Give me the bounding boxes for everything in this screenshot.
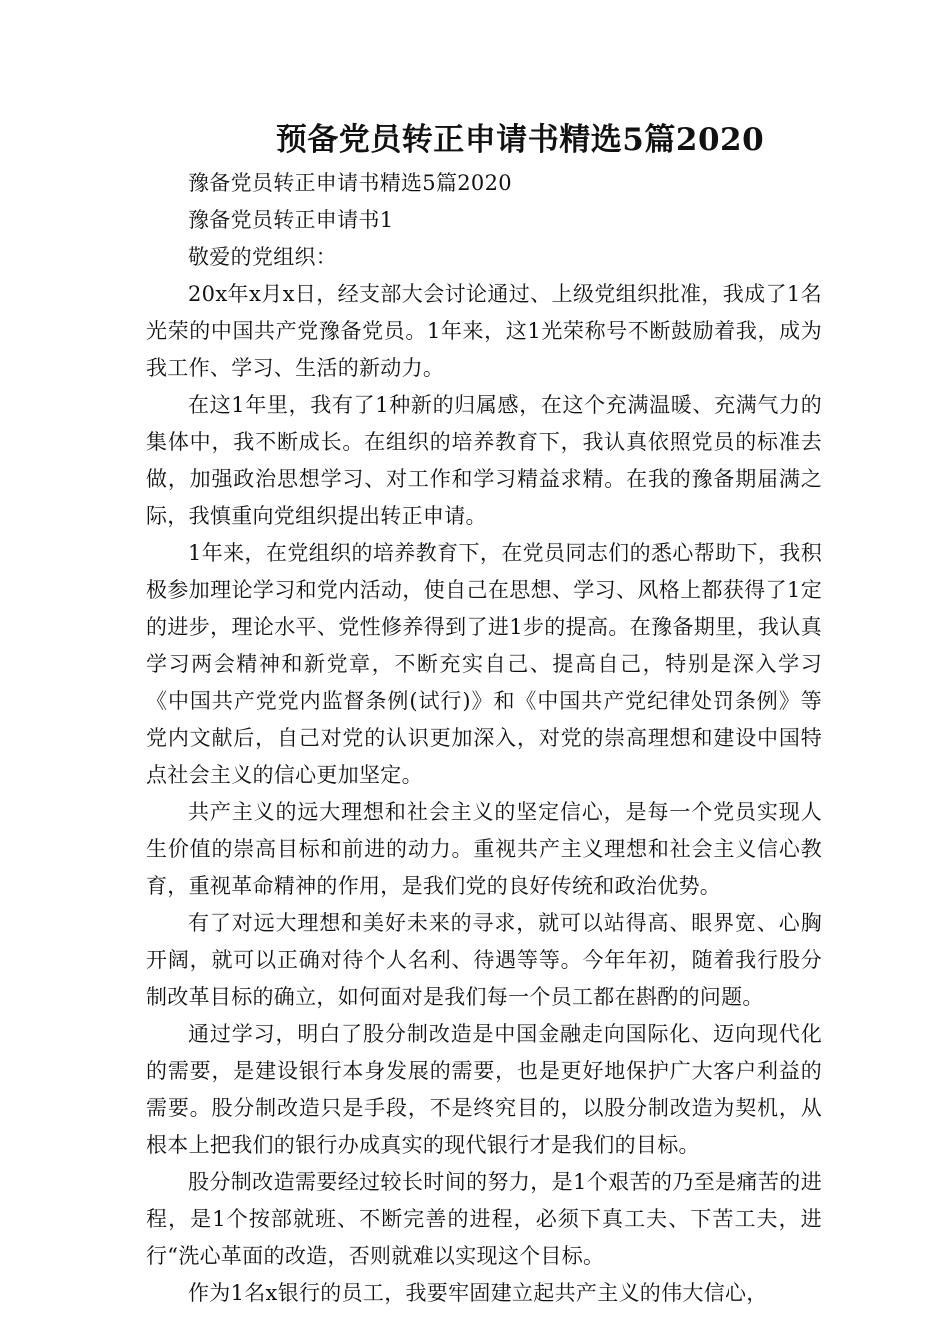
document-title: 预备党员转正申请书精选5篇2020: [275, 122, 765, 158]
paragraph: 20x年x月x日，经支部大会讨论通过、上级党组织批准，我成了1名光荣的中国共产党豫备党员。1年来，这1光荣称号不断鼓励着我，成为我工作、学习、生活的新动力。: [146, 282, 822, 380]
paragraph: 通过学习，明白了股分制改造是中国金融走向国际化、迈向现代化的需要，是建设银行本身发展的需要，也是更好地保护广大客户利益的需要。股分制改造只是手段，不是终究目的，以股分制改造为契机，从根本上把我们的银行办成真实的现代银行才是我们的目标。: [146, 1022, 822, 1157]
paragraph: 在这1年里，我有了1种新的归属感，在这个充满温暖、充满气力的集体中，我不断成长。在组织的培养教育下，我认真依照党员的标准去做，加强政治思想学习、对工作和学习精益求精。在我的豫备期届满之际，我慎重向党组织提出转正申请。: [146, 393, 822, 528]
paragraph: 有了对远大理想和美好未来的寻求，就可以站得高、眼界宽、心胸开阔，就可以正确对待个人名利、待遇等等。今年年初，随着我行股分制改革目标的确立，如何面对是我们每一个员工都在斟酌的问题。: [146, 911, 822, 1009]
paragraph: 1年来，在党组织的培养教育下，在党员同志们的悉心帮助下，我积极参加理论学习和党内活动，使自己在思想、学习、风格上都获得了1定的进步，理论水平、党性修养得到了进1步的提高。在豫备期里，我认真学习两会精神和新党章，不断充实自己、提高自己，特别是深入学习《中国共产党党内监督条例(试行)》和《中国共产党纪律处罚条例》等党内文献后，自己对党的认识更加深入，对党的崇高理想和建设中国特点社会主义的信心更加坚定。: [146, 541, 822, 787]
document-body: [146, 165, 822, 1312]
paragraph-subtitle: 豫备党员转正申请书精选5篇2020: [188, 171, 512, 195]
paragraph: 作为1名x银行的员工，我要牢固建立起共产主义的伟大信心，: [188, 1281, 768, 1305]
paragraph-salutation: 敬爱的党组织：: [188, 245, 338, 269]
paragraph-heading: 豫备党员转正申请书1: [188, 208, 394, 232]
paragraph: 股分制改造需要经过较长时间的努力，是1个艰苦的乃至是痛苦的进程，是1个按部就班、不断完善的进程，必须下真工夫、下苦工夫，进行“洗心革面的改造，否则就难以实现这个目标。: [146, 1170, 822, 1268]
paragraph: 共产主义的远大理想和社会主义的坚定信心，是每一个党员实现人生价值的崇高目标和前进的动力。重视共产主义理想和社会主义信心教育，重视革命精神的作用，是我们党的良好传统和政治优势。: [146, 800, 822, 898]
